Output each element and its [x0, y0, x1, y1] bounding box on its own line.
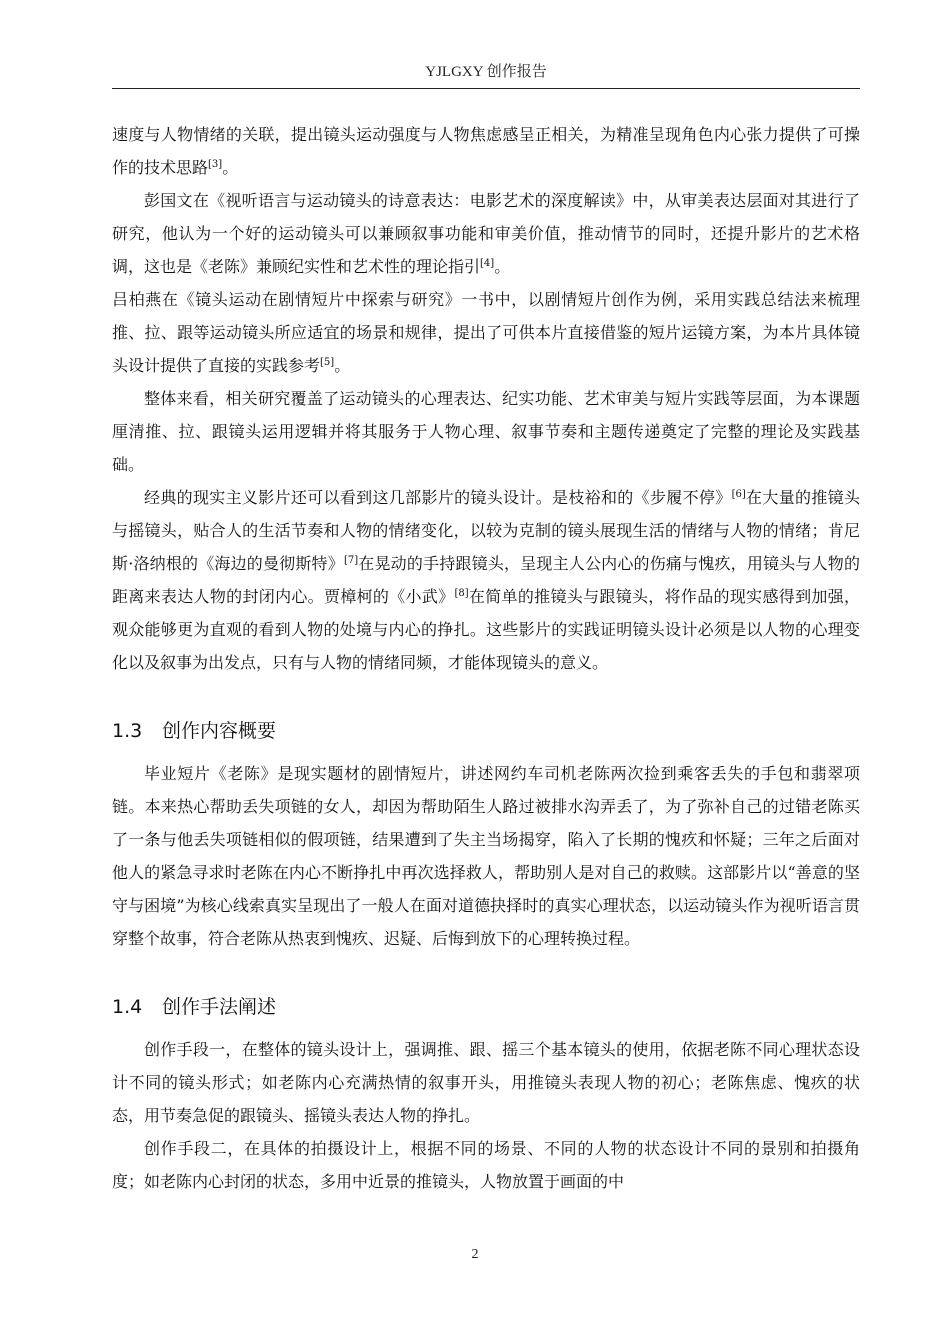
paragraph-tail: 。 [222, 158, 239, 177]
header-rule [112, 88, 860, 89]
citation-ref: [3] [208, 159, 223, 170]
paragraph-text: 速度与人物情绪的关联，提出镜头运动强度与人物焦虑感呈正相关，为精准呈现角色内心张力提供了可操作的技术思路 [112, 125, 860, 177]
citation-ref: [6] [731, 489, 746, 500]
section-number: 1.3 [112, 720, 143, 742]
paragraph-text: 在晃动的手持跟镜头，呈现主人公内心的伤痛与愧疚，用镜头与人物的距离来表达人物的封闭内心。贾樟柯的《小武》 [112, 554, 860, 606]
paragraph-text: 彭国文在《视听语言与运动镜头的诗意表达：电影艺术的深度解读》中，从审美表达层面对其进行了研究，他认为一个好的运动镜头可以兼顾叙事功能和审美价值，推动情节的同时，还提升影片的艺术格调，这也是《老陈》兼顾纪实性和艺术性的理论指引 [112, 191, 860, 276]
paragraph-text: 吕柏燕在《镜头运动在剧情短片中探索与研究》一书中，以剧情短片创作为例，采用实践总结法来梳理推、拉、跟等运动镜头所应适宜的场景和规律，提出了可供本片直接借鉴的短片运镜方案，为本片具体镜头设计提供了直接的实践参考 [112, 290, 860, 375]
page-header: YJLGXY 创作报告 [425, 64, 547, 80]
citation-ref: [5] [320, 357, 335, 368]
citation-ref: [7] [343, 555, 359, 566]
paragraph-tail: 。 [494, 257, 511, 276]
citation-ref: [8] [454, 588, 469, 599]
paragraph-text: 在大量的推镜头与摇镜头，贴合人的生活节奏和人物的情绪变化，以较为克制的镜头展现生活的情绪与人物的情绪；肯尼斯·洛纳根的《海边的曼彻斯特》 [112, 488, 860, 573]
paragraph-films [112, 481, 860, 679]
citation-ref: [4] [480, 258, 495, 269]
paragraph-method-one: 创作手段一，在整体的镜头设计上，强调推、跟、摇三个基本镜头的使用，依据老陈不同心理状态设计不同的镜头形式；如老陈内心充满热情的叙事开头，用推镜头表现人物的初心；老陈焦虑、愧疚的状态，用节奏急促的跟镜头、摇镜头表达人物的挣扎。 [112, 1040, 860, 1125]
section-title: 创作手法阐述 [162, 996, 277, 1018]
paragraph-peng [112, 184, 860, 283]
paragraph-lv [112, 283, 860, 382]
paragraph-summary: 整体来看，相关研究覆盖了运动镜头的心理表达、纪实功能、艺术审美与短片实践等层面，为本课题厘清推、拉、跟镜头运用逻辑并将其服务于人物心理、叙事节奏和主题传递奠定了完整的理论及实践基础。 [112, 389, 860, 474]
paragraph-text: 经典的现实主义影片还可以看到这几部影片的镜头设计。是枝裕和的《步履不停》 [144, 488, 732, 507]
section-title: 创作内容概要 [162, 720, 277, 742]
section-heading-1-4 [112, 992, 860, 1022]
paragraph-tail: 。 [334, 356, 351, 375]
paragraph-content-overview: 毕业短片《老陈》是现实题材的剧情短片，讲述网约车司机老陈两次捡到乘客丢失的手包和翡翠项链。本来热心帮助丢失项链的女人，却因为帮助陌生人路过被排水沟弄丢了，为了弥补自己的过错老陈买了一条与他丢失项链相似的假项链，结果遭到了失主当场揭穿，陷入了长期的愧疚和怀疑；三年之后面对他人的紧急寻求时老陈在内心不断挣扎中再次选择救人，帮助别人是对自己的救赎。这部影片以“善意的坚守与困境”为核心线索真实呈现出了一般人在面对道德抉择时的真实心理状态，以运动镜头作为视听语言贯穿整个故事，符合老陈从热衷到愧疚、迟疑、后悔到放下的心理转换过程。 [112, 764, 860, 948]
paragraph-text: 在简单的推镜头与跟镜头，将作品的现实感得到加强，观众能够更为直观的看到人物的处境与内心的挣扎。这些影片的实践证明镜头设计必须是以人物的心理变化以及叙事为出发点，只有与人物的情绪同频，才能体现镜头的意义。 [112, 587, 860, 672]
body-text [112, 118, 860, 1198]
paragraph-method-two: 创作手段二，在具体的拍摄设计上，根据不同的场景、不同的人物的状态设计不同的景别和拍摄角度；如老陈内心封闭的状态，多用中近景的推镜头，人物放置于画面的中 [112, 1139, 860, 1191]
page-number: 2 [471, 1247, 479, 1262]
paragraph-continued [112, 118, 860, 184]
section-heading-1-3 [112, 716, 860, 746]
section-number: 1.4 [112, 996, 143, 1018]
